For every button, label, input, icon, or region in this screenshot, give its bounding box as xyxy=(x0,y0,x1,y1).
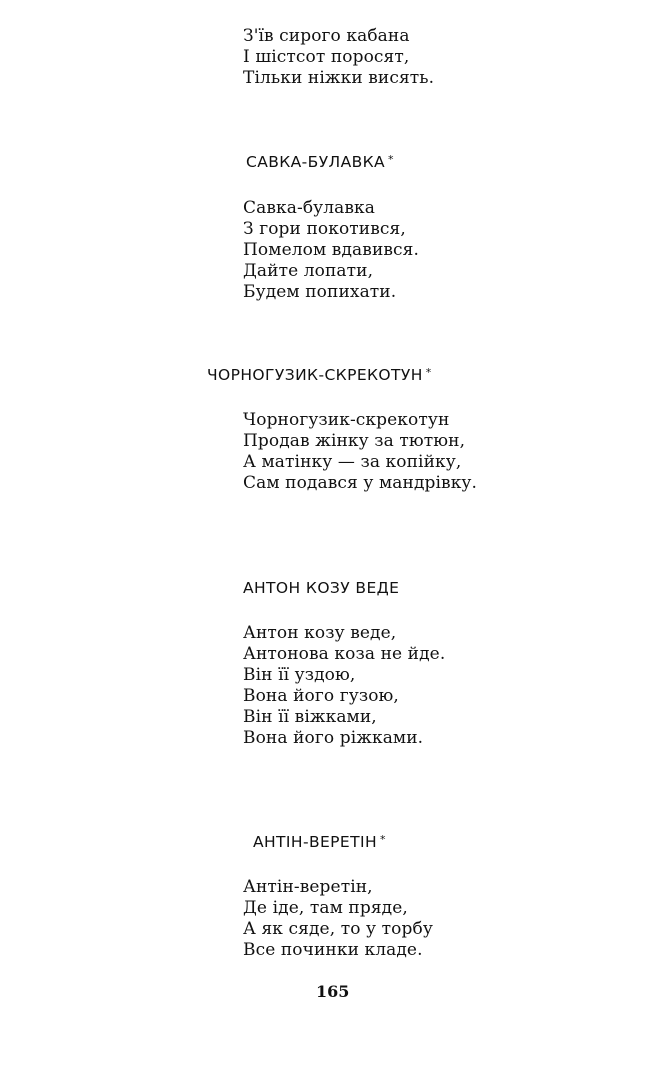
poem-title-text: АНТОН КОЗУ ВЕДЕ xyxy=(243,579,400,597)
poem-line: Він її віжками, xyxy=(243,707,377,727)
footnote-star: * xyxy=(388,153,394,166)
poem-line: Все починки кладе. xyxy=(243,940,423,960)
poem-stanza-chornohuzyk xyxy=(243,410,477,494)
poem-line: Де іде, там пряде, xyxy=(243,898,408,918)
poem-line: З'їв сирого кабана xyxy=(243,26,410,46)
poem-line: Вона його ріжками. xyxy=(243,728,424,748)
poem-line: Антон козу веде, xyxy=(243,623,397,643)
poem-title-text: ЧОРНОГУЗИК-СКРЕКОТУН xyxy=(207,366,423,384)
poem-line: Вона його гузою, xyxy=(243,686,399,706)
page-number: 165 xyxy=(316,982,350,1001)
poem-title-anton xyxy=(243,579,399,597)
poem-stanza-anton xyxy=(243,623,445,749)
poem-line: І шістсот поросят, xyxy=(243,47,410,67)
poem-stanza-savka xyxy=(243,198,419,303)
poem-line: Помелом вдавився. xyxy=(243,240,419,260)
poem-stanza-antin xyxy=(243,877,433,961)
poem-line: Савка-булавка xyxy=(243,198,376,218)
poem-line: А як сяде, то у торбу xyxy=(243,919,433,939)
poem-end-stanza xyxy=(243,26,434,89)
poem-title-antin xyxy=(253,833,386,851)
poem-line: Він її уздою, xyxy=(243,665,356,685)
footnote-star: * xyxy=(425,366,432,379)
poem-title-savka xyxy=(246,153,394,171)
poem-line: З гори покотився, xyxy=(243,219,406,239)
poem-title-text: АНТІН-ВЕРЕТІН xyxy=(253,833,378,851)
poem-line: Тільки ніжки висять. xyxy=(243,68,435,88)
footnote-star: * xyxy=(380,833,386,846)
poem-line: Продав жінку за тютюн, xyxy=(243,431,466,451)
poem-line: Сам подався у мандрівку. xyxy=(243,473,478,493)
poem-line: Дайте лопати, xyxy=(243,261,374,281)
poem-title-text: САВКА-БУЛАВКА xyxy=(246,153,386,171)
poem-line: Чорногузик-скрекотун xyxy=(243,410,450,430)
poem-line: А матінку — за копійку, xyxy=(243,452,462,472)
poem-title-chornohuzyk xyxy=(207,366,432,384)
poem-line: Антін-веретін, xyxy=(243,877,373,897)
poem-line: Будем попихати. xyxy=(243,282,397,302)
poem-line: Антонова коза не йде. xyxy=(243,644,446,664)
